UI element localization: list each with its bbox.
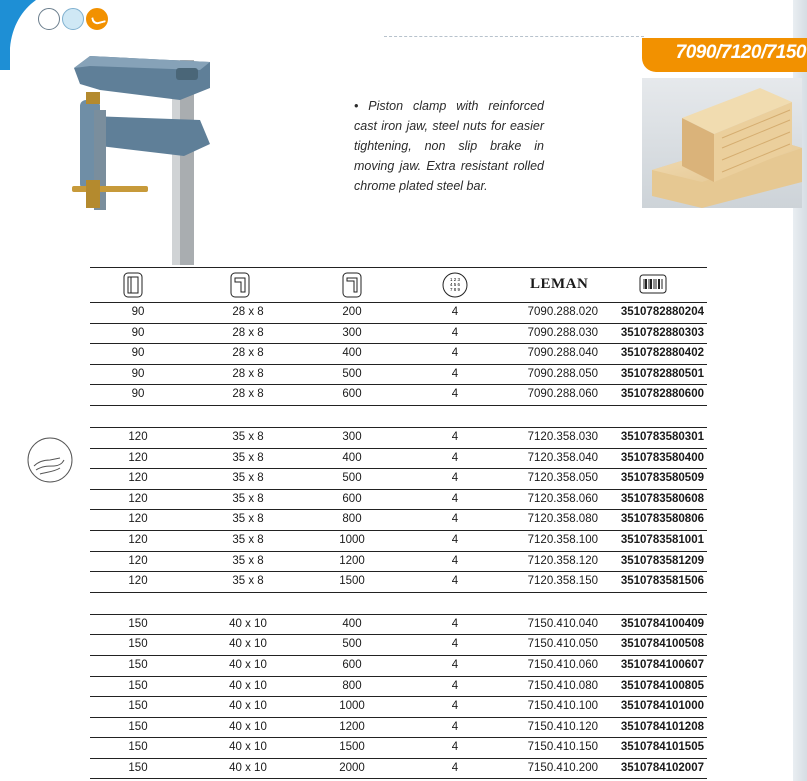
table-row — [90, 656, 707, 677]
cell-opening: 120 — [128, 533, 148, 546]
cell-opening: 150 — [128, 720, 148, 733]
cell-bar-section: 40 x 10 — [229, 720, 267, 733]
cell-ean-code: 3510784101000 — [620, 700, 704, 713]
cell-opening: 150 — [128, 700, 148, 713]
cell-quantity: 4 — [451, 347, 459, 360]
quantity-icon — [442, 272, 468, 298]
cell-bar-section: 35 x 8 — [232, 472, 264, 485]
cell-reference: 7090.288.020 — [527, 306, 598, 318]
cell-quantity: 4 — [451, 492, 459, 505]
cell-length: 500 — [342, 472, 362, 485]
cell-bar-section: 28 x 8 — [232, 306, 264, 318]
cell-quantity: 4 — [451, 451, 459, 464]
cell-ean-code: 3510784101208 — [620, 720, 704, 733]
cell-ean-code: 3510783580301 — [620, 430, 704, 443]
cell-quantity: 4 — [451, 306, 459, 318]
cell-reference: 7150.410.150 — [527, 741, 598, 754]
cell-ean-code: 3510784101505 — [620, 741, 704, 754]
cell-opening: 150 — [128, 741, 148, 754]
cell-bar-section: 28 x 8 — [232, 388, 264, 401]
cell-bar-section: 35 x 8 — [232, 575, 264, 588]
cell-bar-section: 40 x 10 — [229, 761, 267, 774]
cell-bar-section: 40 x 10 — [229, 700, 267, 713]
cell-opening: 150 — [128, 617, 148, 630]
cell-length: 300 — [342, 326, 362, 339]
cell-bar-section: 28 x 8 — [232, 326, 264, 339]
product-description: • Piston clamp with reinforced cast iron jaw, steel nuts for easier tightening, non slip brake in moving jaw. Extra resistant rolled chrome plated steel bar. — [354, 99, 544, 193]
cell-length: 1000 — [339, 700, 365, 713]
cell-ean-code: 3510783580806 — [620, 513, 704, 526]
table-row — [90, 428, 707, 449]
cell-quantity: 4 — [451, 472, 459, 485]
cell-bar-section: 35 x 8 — [232, 533, 264, 546]
cell-length: 1200 — [339, 554, 365, 567]
cell-bar-section: 28 x 8 — [232, 347, 264, 360]
cell-opening: 120 — [128, 451, 148, 464]
cell-quantity: 4 — [451, 761, 459, 774]
cell-length: 400 — [342, 617, 362, 630]
cell-ean-code: 3510784100607 — [620, 658, 704, 671]
cell-quantity: 4 — [451, 720, 459, 733]
svg-text:4 5 6: 4 5 6 — [449, 282, 461, 287]
cell-length: 800 — [342, 679, 362, 692]
table-row — [90, 344, 707, 365]
cell-ean-code: 3510784102007 — [620, 761, 704, 774]
cell-bar-section: 40 x 10 — [229, 638, 267, 651]
cell-quantity: 4 — [451, 513, 459, 526]
table-row — [90, 697, 707, 718]
table-row — [90, 635, 707, 656]
cell-ean-code: 3510784100409 — [620, 617, 704, 630]
table-row — [90, 677, 707, 698]
cell-quantity: 4 — [451, 679, 459, 692]
light-blue-dot-icon — [62, 8, 84, 30]
cell-ean-code: 3510783581209 — [620, 554, 704, 567]
cell-ean-code: 3510782880501 — [620, 367, 704, 380]
cell-reference: 7120.358.030 — [527, 430, 598, 443]
table-row — [90, 490, 707, 511]
cell-quantity: 4 — [451, 367, 459, 380]
table-row — [90, 449, 707, 470]
group-spacer — [90, 593, 707, 615]
cell-ean-code: 3510784100508 — [620, 638, 704, 651]
cell-opening: 90 — [131, 367, 145, 380]
cell-reference: 7120.358.080 — [527, 513, 598, 526]
hand-icon — [26, 436, 74, 484]
cell-reference: 7120.358.050 — [527, 472, 598, 485]
table-row — [90, 510, 707, 531]
cell-reference: 7150.410.200 — [527, 761, 598, 774]
cell-opening: 120 — [128, 430, 148, 443]
table-row — [90, 469, 707, 490]
cell-reference: 7120.358.100 — [527, 533, 598, 546]
cell-ean-code: 3510783580509 — [620, 472, 704, 485]
svg-text:1 2 3: 1 2 3 — [449, 277, 461, 282]
cell-opening: 120 — [128, 554, 148, 567]
cell-bar-section: 35 x 8 — [232, 513, 264, 526]
brand-leman: LEMAN — [530, 276, 589, 292]
cell-quantity: 4 — [451, 638, 459, 651]
cell-length: 400 — [342, 347, 362, 360]
cell-reference: 7120.358.150 — [527, 575, 598, 588]
orange-logo-icon — [86, 8, 108, 30]
cell-reference: 7150.410.080 — [527, 679, 598, 692]
wood-photo — [642, 78, 802, 208]
table-row — [90, 759, 707, 780]
table-row — [90, 552, 707, 573]
barcode-icon — [639, 274, 667, 294]
cell-bar-section: 35 x 8 — [232, 451, 264, 464]
cell-opening: 150 — [128, 679, 148, 692]
cell-opening: 90 — [131, 306, 145, 318]
cell-bar-section: 28 x 8 — [232, 367, 264, 380]
cell-quantity: 4 — [451, 741, 459, 754]
cell-ean-code: 3510782880204 — [620, 306, 704, 318]
cell-length: 600 — [342, 492, 362, 505]
cell-opening: 150 — [128, 658, 148, 671]
cell-quantity: 4 — [451, 388, 459, 401]
cell-ean-code: 3510783580608 — [620, 492, 704, 505]
clamp-illustration — [60, 40, 220, 265]
cell-bar-section: 40 x 10 — [229, 617, 267, 630]
length-icon — [342, 272, 362, 298]
cell-quantity: 4 — [451, 533, 459, 546]
cell-reference: 7090.288.030 — [527, 326, 598, 339]
cell-opening: 150 — [128, 761, 148, 774]
cell-ean-code: 3510783581506 — [620, 575, 704, 588]
cell-reference: 7150.410.050 — [527, 638, 598, 651]
cell-bar-section: 40 x 10 — [229, 658, 267, 671]
cell-bar-section: 35 x 8 — [232, 492, 264, 505]
product-table — [90, 267, 707, 779]
table-row — [90, 303, 707, 324]
white-dot-icon — [38, 8, 60, 30]
table-row — [90, 531, 707, 552]
color-dots — [38, 8, 108, 30]
cell-quantity: 4 — [451, 658, 459, 671]
cell-reference: 7150.410.100 — [527, 700, 598, 713]
table-row — [90, 738, 707, 759]
table-row — [90, 365, 707, 386]
cell-ean-code: 3510783580400 — [620, 451, 704, 464]
cell-opening: 120 — [128, 472, 148, 485]
bar-section-icon — [230, 272, 250, 298]
cell-quantity: 4 — [451, 326, 459, 339]
cell-opening: 120 — [128, 575, 148, 588]
cell-opening: 150 — [128, 638, 148, 651]
cell-ean-code: 3510784100805 — [620, 679, 704, 692]
group-spacer — [90, 406, 707, 428]
cell-bar-section: 35 x 8 — [232, 430, 264, 443]
cell-quantity: 4 — [451, 617, 459, 630]
cell-length: 400 — [342, 451, 362, 464]
svg-text:7 8 9: 7 8 9 — [449, 287, 461, 292]
cell-opening: 90 — [131, 326, 145, 339]
cell-ean-code: 3510782880600 — [620, 388, 704, 401]
cell-length: 200 — [342, 306, 362, 318]
cell-reference: 7150.410.120 — [527, 720, 598, 733]
cell-quantity: 4 — [451, 575, 459, 588]
cell-reference: 7090.288.040 — [527, 347, 598, 360]
cell-length: 300 — [342, 430, 362, 443]
cell-length: 2000 — [339, 761, 365, 774]
cell-reference: 7150.410.060 — [527, 658, 598, 671]
cell-reference: 7120.358.120 — [527, 554, 598, 567]
cell-ean-code: 3510782880402 — [620, 347, 704, 360]
table-row — [90, 718, 707, 739]
table-row — [90, 385, 707, 406]
cell-quantity: 4 — [451, 700, 459, 713]
cell-ean-code: 3510782880303 — [620, 326, 704, 339]
cell-length: 800 — [342, 513, 362, 526]
cell-reference: 7120.358.040 — [527, 451, 598, 464]
cell-reference: 7120.358.060 — [527, 492, 598, 505]
cell-bar-section: 40 x 10 — [229, 679, 267, 692]
cell-reference: 7150.410.040 — [527, 617, 598, 630]
table-row — [90, 324, 707, 345]
cell-length: 1500 — [339, 575, 365, 588]
cell-ean-code: 3510783581001 — [620, 533, 704, 546]
cell-length: 1500 — [339, 741, 365, 754]
cell-length: 600 — [342, 658, 362, 671]
cell-length: 1200 — [339, 720, 365, 733]
cell-reference: 7090.288.050 — [527, 367, 598, 380]
cell-length: 500 — [342, 367, 362, 380]
table-row — [90, 572, 707, 593]
cell-bar-section: 35 x 8 — [232, 554, 264, 567]
cell-length: 600 — [342, 388, 362, 401]
cell-bar-section: 40 x 10 — [229, 741, 267, 754]
cell-opening: 90 — [131, 388, 145, 401]
table-row — [90, 615, 707, 636]
top-divider — [384, 36, 644, 37]
cell-quantity: 4 — [451, 430, 459, 443]
cell-reference: 7090.288.060 — [527, 388, 598, 401]
cell-opening: 120 — [128, 513, 148, 526]
cell-length: 1000 — [339, 533, 365, 546]
cell-quantity: 4 — [451, 554, 459, 567]
table-body — [90, 303, 707, 779]
opening-icon — [123, 272, 143, 298]
cell-length: 500 — [342, 638, 362, 651]
series-banner-text: 7090/7120/7150 — [675, 42, 806, 63]
cell-opening: 120 — [128, 492, 148, 505]
cell-opening: 90 — [131, 347, 145, 360]
table-header — [90, 268, 707, 303]
